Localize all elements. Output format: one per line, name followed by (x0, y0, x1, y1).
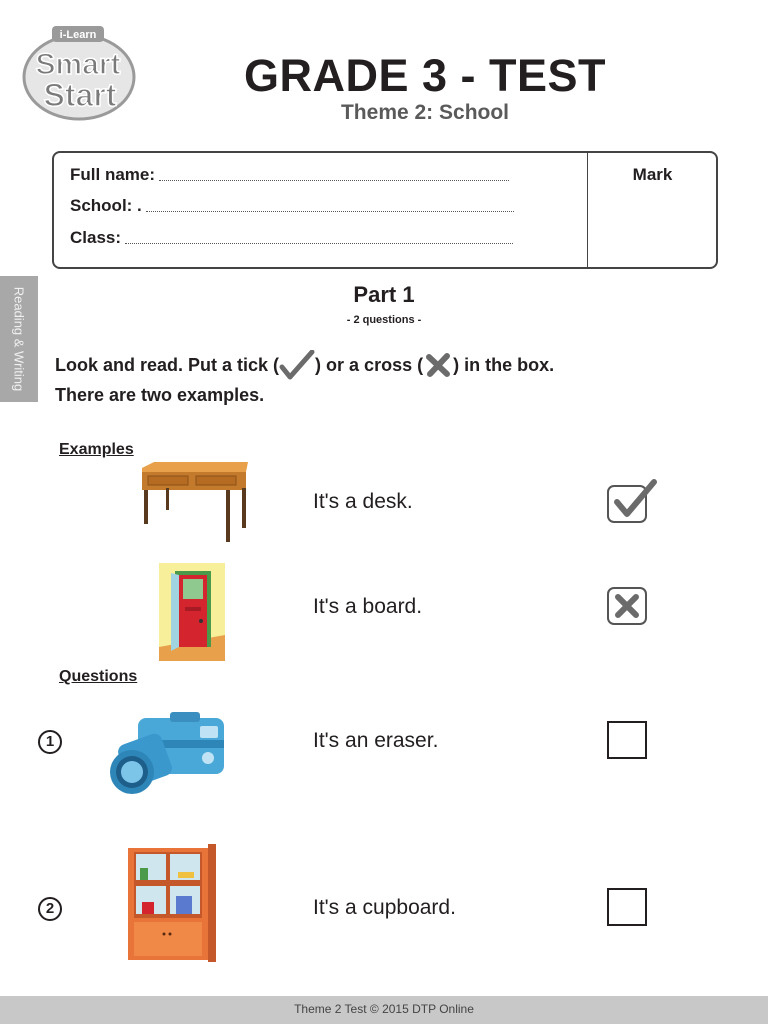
instruction-line-2: There are two examples. (55, 385, 265, 405)
cupboard-image (126, 844, 218, 962)
question-1-number: 1 (38, 730, 62, 754)
school-field[interactable] (146, 211, 514, 212)
school-label: School: . (70, 196, 142, 215)
logo-line2: Start (43, 77, 117, 113)
part-title: Part 1 (353, 282, 415, 307)
logo-top-text: i-Learn (59, 29, 97, 41)
student-info-box (52, 151, 718, 269)
example-1-sentence: It's a desk. (313, 490, 413, 513)
page-title: GRADE 3 - TEST (243, 50, 607, 101)
full-name-row (70, 163, 509, 185)
question-2-sentence: It's a cupboard. (313, 896, 456, 919)
example-2-cross-icon (612, 592, 642, 620)
tick-icon (279, 350, 315, 380)
smart-start-logo (20, 22, 138, 122)
instruction-part-a: Look and read. Put a tick ( (55, 354, 280, 375)
camera-image (108, 710, 228, 796)
door-image (159, 563, 225, 661)
info-divider (587, 153, 588, 267)
school-row (70, 194, 514, 216)
full-name-field[interactable] (159, 180, 509, 181)
class-field[interactable] (125, 243, 513, 244)
part-subtitle: - 2 questions - (346, 314, 422, 326)
instruction-part-c: ) in the box. (453, 354, 555, 375)
page-subtitle: Theme 2: School (340, 101, 510, 124)
class-row (70, 226, 513, 248)
logo-line1: Smart (35, 48, 121, 81)
examples-heading: Examples (59, 441, 134, 458)
example-1-tick-icon (612, 478, 658, 520)
example-2-sentence: It's a board. (313, 595, 423, 618)
cross-icon (423, 350, 453, 380)
question-2-answer-box[interactable] (607, 888, 647, 926)
questions-heading: Questions (59, 668, 138, 685)
question-1-sentence: It's an eraser. (313, 729, 439, 752)
question-2-number: 2 (38, 897, 62, 921)
page-footer: Theme 2 Test © 2015 DTP Online (0, 996, 768, 1024)
desk-image (138, 460, 250, 544)
class-label: Class: (70, 228, 122, 247)
instruction-part-b: ) or a cross ( (315, 354, 424, 375)
side-tab-label: Reading & Writing (11, 286, 27, 392)
question-1-answer-box[interactable] (607, 721, 647, 759)
mark-label: Mark (632, 165, 673, 184)
instruction-line-1 (55, 350, 554, 380)
full-name-label: Full name: (70, 165, 156, 184)
